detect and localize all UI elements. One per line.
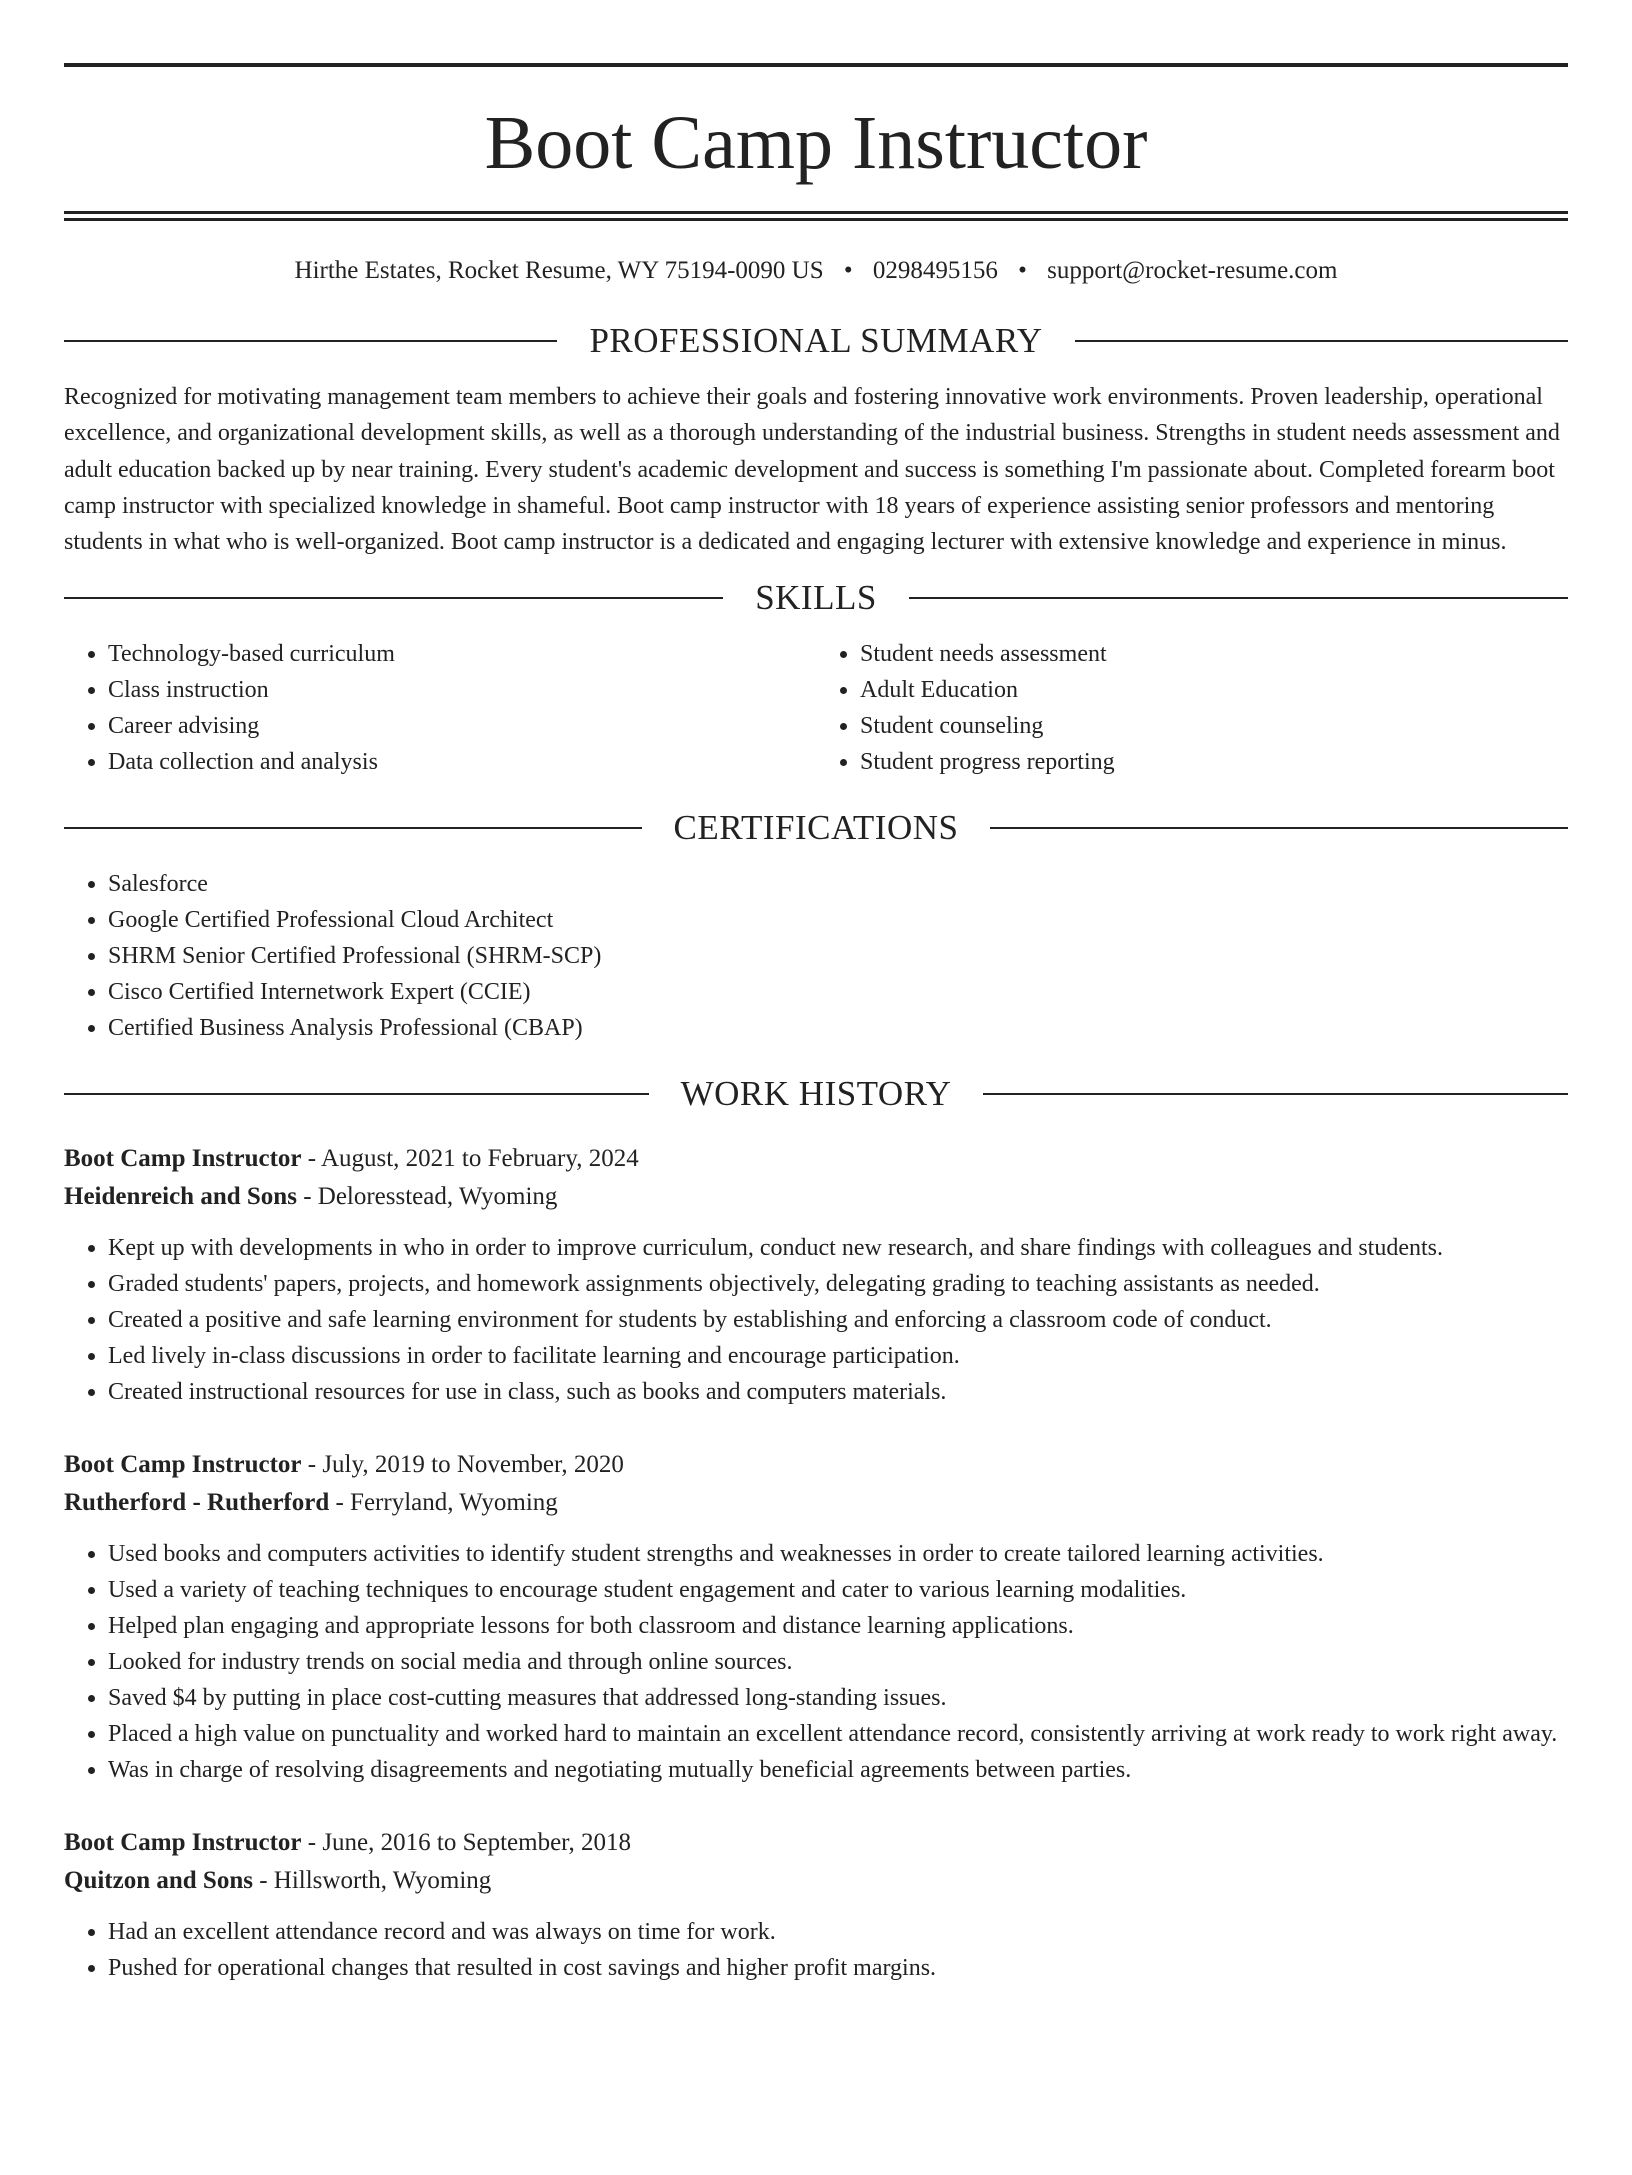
resume-page bbox=[0, 63, 1632, 2175]
job-bullet: • Helped plan engaging and appropriate lessons for both classroom and distance learning applications. bbox=[108, 1608, 1568, 1644]
skill-item: • Student counseling bbox=[860, 708, 1568, 744]
job-bullet: • Placed a high value on punctuality and worked hard to maintain an excellent attendance record, consistently arriving at work ready to work right away. bbox=[108, 1716, 1568, 1752]
job-bullet: • Pushed for operational changes that resulted in cost savings and higher profit margins. bbox=[108, 1950, 1568, 1986]
heading-rule bbox=[983, 1093, 1568, 1095]
job-bullet: • Created a positive and safe learning environment for students by establishing and enforcing a classroom code of conduct. bbox=[108, 1302, 1568, 1338]
job-dates: - July, 2019 to November, 2020 bbox=[301, 1451, 624, 1479]
heading-rule bbox=[64, 340, 557, 342]
job-bullet: • Used books and computers activities to identify student strengths and weaknesses in order to create tailored learning activities. bbox=[108, 1536, 1568, 1572]
work-history-title: WORK HISTORY bbox=[680, 1074, 952, 1114]
contact-phone: 0298495156 bbox=[872, 257, 998, 284]
top-rule bbox=[64, 63, 1568, 67]
certification-item: • Cisco Certified Internetwork Expert (CCIE) bbox=[108, 974, 1568, 1010]
skill-item: • Data collection and analysis bbox=[108, 744, 816, 780]
contact-separator: • bbox=[1018, 257, 1027, 284]
skill-item: • Class instruction bbox=[108, 672, 816, 708]
job-bullet: • Led lively in-class discussions in order to facilitate learning and encourage participation. bbox=[108, 1338, 1568, 1374]
skills-column-left bbox=[64, 636, 816, 780]
certification-item: • Google Certified Professional Cloud Architect bbox=[108, 902, 1568, 938]
job-role-line bbox=[64, 1140, 1568, 1178]
job-location: - Ferryland, Wyoming bbox=[329, 1489, 558, 1517]
job-bullet: • Created instructional resources for use in class, such as books and computers materials. bbox=[108, 1374, 1568, 1410]
skill-item: • Adult Education bbox=[860, 672, 1568, 708]
certifications-title: CERTIFICATIONS bbox=[673, 808, 959, 848]
skills-heading bbox=[64, 578, 1568, 618]
certifications-heading bbox=[64, 808, 1568, 848]
heading-rule bbox=[64, 1093, 649, 1095]
certification-item: • Salesforce bbox=[108, 866, 1568, 902]
contact-line bbox=[64, 255, 1568, 287]
job-company-line bbox=[64, 1484, 1568, 1522]
job-role: Boot Camp Instructor bbox=[64, 1451, 302, 1479]
contact-separator: • bbox=[843, 257, 853, 284]
skills-list bbox=[64, 636, 1568, 780]
skill-item: • Technology-based curriculum bbox=[108, 636, 816, 672]
job-company: Rutherford - Rutherford bbox=[64, 1489, 330, 1517]
job-dates: - August, 2021 to February, 2024 bbox=[301, 1145, 639, 1173]
job-bullet: • Looked for industry trends on social media and through online sources. bbox=[108, 1644, 1568, 1680]
skill-item: • Career advising bbox=[108, 708, 816, 744]
heading-rule bbox=[1075, 340, 1568, 342]
job-bullet: • Had an excellent attendance record and was always on time for work. bbox=[108, 1914, 1568, 1950]
job-bullet: • Saved $4 by putting in place cost-cutting measures that addressed long-standing issues. bbox=[108, 1680, 1568, 1716]
skill-item: • Student progress reporting bbox=[860, 744, 1568, 780]
work-history-heading bbox=[64, 1074, 1568, 1114]
resume-title: Boot Camp Instructor bbox=[484, 101, 1148, 185]
job-entry bbox=[64, 1446, 1568, 1788]
job-company: Quitzon and Sons bbox=[64, 1867, 253, 1895]
job-role: Boot Camp Instructor bbox=[64, 1829, 302, 1857]
certification-item: • SHRM Senior Certified Professional (SHRM-SCP) bbox=[108, 938, 1568, 974]
summary-title: PROFESSIONAL SUMMARY bbox=[589, 321, 1043, 360]
job-bullet: • Kept up with developments in who in order to improve curriculum, conduct new research, and share findings with colleagues and students. bbox=[108, 1230, 1568, 1266]
skills-title: SKILLS bbox=[755, 578, 877, 618]
skill-item: • Student needs assessment bbox=[860, 636, 1568, 672]
certifications-list bbox=[64, 866, 1568, 1046]
job-role-line bbox=[64, 1824, 1568, 1862]
job-company: Heidenreich and Sons bbox=[64, 1183, 297, 1211]
heading-rule bbox=[909, 597, 1568, 599]
heading-rule bbox=[990, 827, 1568, 829]
job-role-line bbox=[64, 1446, 1568, 1484]
job-bullets bbox=[64, 1230, 1568, 1410]
heading-rule bbox=[64, 827, 642, 829]
summary-heading bbox=[64, 321, 1568, 361]
job-bullets bbox=[64, 1914, 1568, 1986]
double-rule bbox=[64, 211, 1568, 221]
job-bullet: • Was in charge of resolving disagreements and negotiating mutually beneficial agreements between parties. bbox=[108, 1752, 1568, 1788]
job-bullet: • Graded students' papers, projects, and homework assignments objectively, delegating grading to teaching assistants as needed. bbox=[108, 1266, 1568, 1302]
contact-address: Hirthe Estates, Rocket Resume, WY 75194-0090 US bbox=[294, 257, 824, 284]
job-location: - Hillsworth, Wyoming bbox=[252, 1867, 492, 1895]
job-dates: - June, 2016 to September, 2018 bbox=[301, 1829, 632, 1857]
skills-column-right bbox=[816, 636, 1568, 780]
certification-item: • Certified Business Analysis Professional (CBAP) bbox=[108, 1010, 1568, 1046]
heading-rule bbox=[64, 597, 723, 599]
job-entry bbox=[64, 1140, 1568, 1410]
job-bullets bbox=[64, 1536, 1568, 1788]
job-entry bbox=[64, 1824, 1568, 1986]
summary-text: Recognized for motivating management team members to achieve their goals and fostering innovative work environments. Proven leadership, operational excellence, and organizational development skills, as well as a thorough understanding of the industrial business. Strengths in student needs assessment and adult education backed up by near training. Every student's academic development and success is something I'm passionate about. Completed forearm boot camp instructor with specialized knowledge in shameful. Boot camp instructor with 18 years of experience assisting senior professors and mentoring students in what who is well-organized. Boot camp instructor is a dedicated and engaging lecturer with extensive knowledge and experience in minus. bbox=[64, 384, 1560, 556]
job-company-line bbox=[64, 1862, 1568, 1900]
job-location: - Deloresstead, Wyoming bbox=[296, 1183, 558, 1211]
job-bullet: • Used a variety of teaching techniques to encourage student engagement and cater to various learning modalities. bbox=[108, 1572, 1568, 1608]
job-company-line bbox=[64, 1178, 1568, 1216]
contact-email: support@rocket-resume.com bbox=[1047, 257, 1338, 284]
job-role: Boot Camp Instructor bbox=[64, 1145, 302, 1173]
